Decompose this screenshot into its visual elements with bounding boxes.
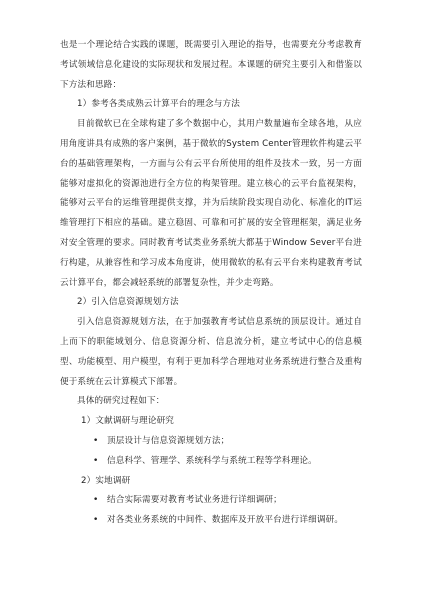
bullet-text: 信息科学、管理学、系统科学与系统工程等学科理论。 [107, 455, 317, 466]
item2-heading: 2）引入信息资源规划方法 [77, 297, 179, 308]
bullet-icon: • [93, 495, 99, 506]
item1-heading: 1）参考各类成熟云计算平台的理念与方法 [77, 99, 241, 110]
item1-paragraph: 目前微软已在全球构建了多个数据中心，其用户数量遍布全球各地，从应用角度讲具有成熟的客户案例，基于微软的System Center管理软件构建云平台的基础管理架构，一方面与公有云平台所使用的组件及技术一致，另一方面能够对虚拟化的资源池进行全方位的构架管理。建立核心的云平台监视架构，能够对云平台的运维管理提供支撑，并为后续阶段实现自动化、标准化的IT运维管理打下相应的基础。建立稳固、可靠和可扩展的安全管理框架，满足业务对安全管理的要求。同时教育考试类业务系统大都基于Window Sever平台进行构建，从兼容性和学习成本角度讲，使用微软的私有云平台来构建教育考试云计算平台，都会减轻系统的部署复杂性，并少走弯路。 [60, 119, 362, 288]
step2-bullet-2 [93, 511, 362, 531]
step2-bullet-1 [93, 491, 362, 511]
bullet-icon: • [93, 515, 99, 526]
body-text [60, 36, 362, 531]
step1-bullet-2 [93, 452, 362, 472]
item2-paragraph: 引入信息资源规划方法，在于加强教育考试信息系统的顶层设计。通过自上而下的职能域划分、信息资源分析、信息流分析，建立考试中心的信息模型、功能模型、用户模型，有利于更加科学合理地对业务系统进行整合及重构便于系统在云计算模式下部署。 [60, 317, 362, 387]
bullet-icon: • [93, 455, 99, 466]
step1-bullet-1 [93, 432, 362, 452]
bullet-text: 顶层设计与信息资源规划方法； [107, 435, 230, 446]
bullet-text: 结合实际需要对教育考试业务进行详细调研； [107, 495, 282, 506]
step1-heading: 1）文献调研与理论研究 [81, 416, 175, 427]
step2-heading: 2）实地调研 [81, 475, 131, 486]
intro-paragraph: 也是一个理论结合实践的课题，既需要引入理论的指导，也需要充分考虑教育考试领域信息化建设的实际现状和发展过程。本课题的研究主要引入和借鉴以下方法和思路： [60, 40, 362, 90]
bullet-text: 对各类业务系统的中间件、数据库及开放平台进行详细调研。 [107, 515, 344, 526]
bullet-icon: • [93, 435, 99, 446]
process-intro: 具体的研究过程如下： [77, 396, 165, 407]
